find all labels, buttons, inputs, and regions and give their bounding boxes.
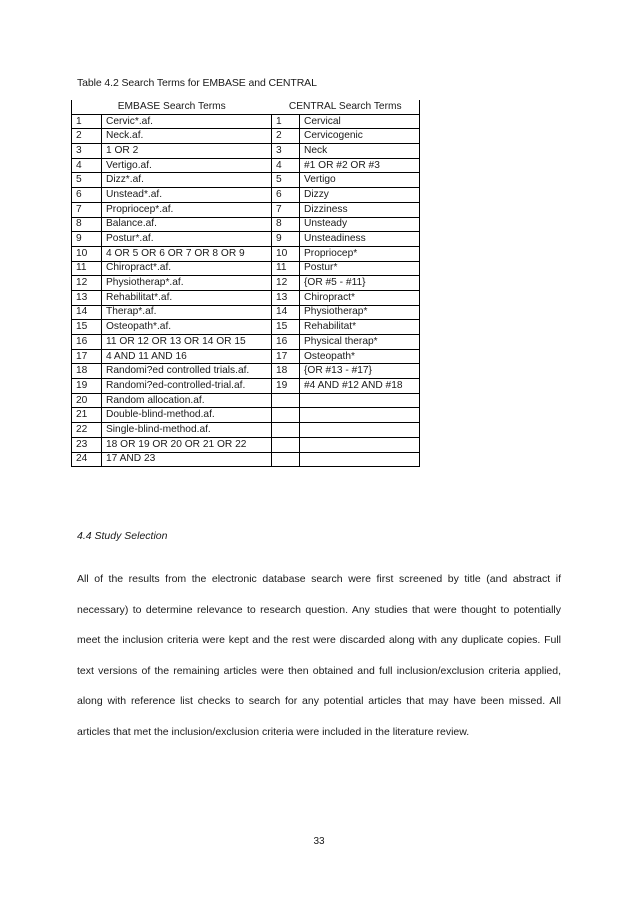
table-row: [72, 379, 420, 394]
central-step-number: [272, 437, 300, 452]
central-step-number: 14: [272, 305, 300, 320]
central-step-number: 18: [272, 364, 300, 379]
central-search-term: Dizziness: [300, 202, 420, 217]
central-search-term: Unsteady: [300, 217, 420, 232]
embase-step-number: 22: [72, 423, 102, 438]
table-row: [72, 290, 420, 305]
embase-step-number: 2: [72, 129, 102, 144]
central-search-term: [300, 393, 420, 408]
table-row: [72, 114, 420, 129]
central-search-term: [300, 452, 420, 467]
central-search-term: Propriocep*: [300, 246, 420, 261]
central-step-number: 8: [272, 217, 300, 232]
central-step-number: 2: [272, 129, 300, 144]
embase-search-term: 11 OR 12 OR 13 OR 14 OR 15: [102, 335, 272, 350]
table-row: [72, 320, 420, 335]
central-search-term: Physical therap*: [300, 335, 420, 350]
embase-step-number: 9: [72, 232, 102, 247]
central-step-number: 11: [272, 261, 300, 276]
embase-search-term: Random allocation.af.: [102, 393, 272, 408]
central-search-term: Dizzy: [300, 188, 420, 203]
embase-header: EMBASE Search Terms: [72, 100, 272, 114]
embase-step-number: 7: [72, 202, 102, 217]
table-row: [72, 232, 420, 247]
embase-step-number: 17: [72, 349, 102, 364]
embase-step-number: 11: [72, 261, 102, 276]
table-row: [72, 144, 420, 159]
central-step-number: [272, 408, 300, 423]
embase-step-number: 19: [72, 379, 102, 394]
table-row: [72, 158, 420, 173]
table-row: [72, 305, 420, 320]
embase-step-number: 16: [72, 335, 102, 350]
central-search-term: Postur*: [300, 261, 420, 276]
central-step-number: 13: [272, 290, 300, 305]
central-step-number: [272, 452, 300, 467]
table-row: [72, 129, 420, 144]
central-step-number: 12: [272, 276, 300, 291]
page-number: 33: [313, 836, 325, 847]
table-row: [72, 452, 420, 467]
table-row: [72, 188, 420, 203]
central-search-term: Osteopath*: [300, 349, 420, 364]
table-row: [72, 202, 420, 217]
table-row: [72, 423, 420, 438]
table-row: [72, 408, 420, 423]
central-search-term: Chiropract*: [300, 290, 420, 305]
embase-step-number: 6: [72, 188, 102, 203]
table-row: [72, 349, 420, 364]
central-step-number: 9: [272, 232, 300, 247]
embase-search-term: 1 OR 2: [102, 144, 272, 159]
embase-search-term: Dizz*.af.: [102, 173, 272, 188]
embase-step-number: 3: [72, 144, 102, 159]
central-search-term: Cervical: [300, 114, 420, 129]
embase-search-term: Osteopath*.af.: [102, 320, 272, 335]
section-title: 4.4 Study Selection: [77, 530, 168, 542]
embase-step-number: 8: [72, 217, 102, 232]
central-search-term: Cervicogenic: [300, 129, 420, 144]
central-step-number: 3: [272, 144, 300, 159]
search-terms-table: [71, 100, 420, 467]
central-step-number: 6: [272, 188, 300, 203]
embase-step-number: 15: [72, 320, 102, 335]
central-header: CENTRAL Search Terms: [272, 100, 420, 114]
central-search-term: #1 OR #2 OR #3: [300, 158, 420, 173]
embase-search-term: Unstead*.af.: [102, 188, 272, 203]
embase-search-term: Randomi?ed-controlled-trial.af.: [102, 379, 272, 394]
central-step-number: 19: [272, 379, 300, 394]
embase-search-term: Physiotherap*.af.: [102, 276, 272, 291]
table-body: [72, 114, 420, 467]
embase-step-number: 18: [72, 364, 102, 379]
embase-step-number: 24: [72, 452, 102, 467]
central-step-number: 4: [272, 158, 300, 173]
central-search-term: [300, 437, 420, 452]
embase-step-number: 13: [72, 290, 102, 305]
table-row: [72, 393, 420, 408]
embase-search-term: Therap*.af.: [102, 305, 272, 320]
central-step-number: 15: [272, 320, 300, 335]
embase-step-number: 5: [72, 173, 102, 188]
embase-search-term: 17 AND 23: [102, 452, 272, 467]
embase-search-term: Postur*.af.: [102, 232, 272, 247]
central-step-number: 1: [272, 114, 300, 129]
embase-search-term: Rehabilitat*.af.: [102, 290, 272, 305]
embase-search-term: Neck.af.: [102, 129, 272, 144]
table-row: [72, 261, 420, 276]
central-step-number: 16: [272, 335, 300, 350]
table-row: [72, 173, 420, 188]
embase-step-number: 10: [72, 246, 102, 261]
table-row: [72, 437, 420, 452]
central-step-number: 10: [272, 246, 300, 261]
embase-step-number: 1: [72, 114, 102, 129]
central-step-number: 7: [272, 202, 300, 217]
embase-step-number: 21: [72, 408, 102, 423]
embase-search-term: Cervic*.af.: [102, 114, 272, 129]
embase-search-term: Double-blind-method.af.: [102, 408, 272, 423]
embase-search-term: 18 OR 19 OR 20 OR 21 OR 22: [102, 437, 272, 452]
embase-search-term: Single-blind-method.af.: [102, 423, 272, 438]
central-step-number: 5: [272, 173, 300, 188]
embase-step-number: 23: [72, 437, 102, 452]
embase-search-term: Balance.af.: [102, 217, 272, 232]
embase-step-number: 12: [72, 276, 102, 291]
central-search-term: Unsteadiness: [300, 232, 420, 247]
central-search-term: [300, 423, 420, 438]
central-search-term: Vertigo: [300, 173, 420, 188]
embase-search-term: 4 OR 5 OR 6 OR 7 OR 8 OR 9: [102, 246, 272, 261]
table-row: [72, 276, 420, 291]
central-search-term: Neck: [300, 144, 420, 159]
embase-step-number: 4: [72, 158, 102, 173]
table-caption: Table 4.2 Search Terms for EMBASE and CENTRAL: [77, 77, 317, 89]
embase-search-term: 4 AND 11 AND 16: [102, 349, 272, 364]
embase-step-number: 20: [72, 393, 102, 408]
central-step-number: [272, 393, 300, 408]
central-search-term: [300, 408, 420, 423]
central-step-number: [272, 423, 300, 438]
table-row: [72, 335, 420, 350]
table-row: [72, 246, 420, 261]
embase-step-number: 14: [72, 305, 102, 320]
table-row: [72, 217, 420, 232]
embase-search-term: Vertigo.af.: [102, 158, 272, 173]
central-search-term: Rehabilitat*: [300, 320, 420, 335]
embase-search-term: Propriocep*.af.: [102, 202, 272, 217]
central-search-term: {OR #13 - #17}: [300, 364, 420, 379]
embase-search-term: Randomi?ed controlled trials.af.: [102, 364, 272, 379]
central-search-term: {OR #5 - #11}: [300, 276, 420, 291]
central-search-term: #4 AND #12 AND #18: [300, 379, 420, 394]
embase-search-term: Chiropract*.af.: [102, 261, 272, 276]
central-search-term: Physiotherap*: [300, 305, 420, 320]
central-step-number: 17: [272, 349, 300, 364]
table-header-row: [72, 100, 420, 114]
body-paragraph: All of the results from the electronic database search were first screened by title (and abstract if necessary) to determine relevance to research question. Any studies that were thought to potentially meet the inclusion criteria were kept and the rest were discarded along with any duplicate copies. Full text versions of the remaining articles were then obtained and full inclusion/exclusion criteria applied, along with reference list checks to search for any potential articles that may have been missed. All articles that met the inclusion/exclusion criteria were included in the literature review.: [77, 573, 561, 738]
table-row: [72, 364, 420, 379]
